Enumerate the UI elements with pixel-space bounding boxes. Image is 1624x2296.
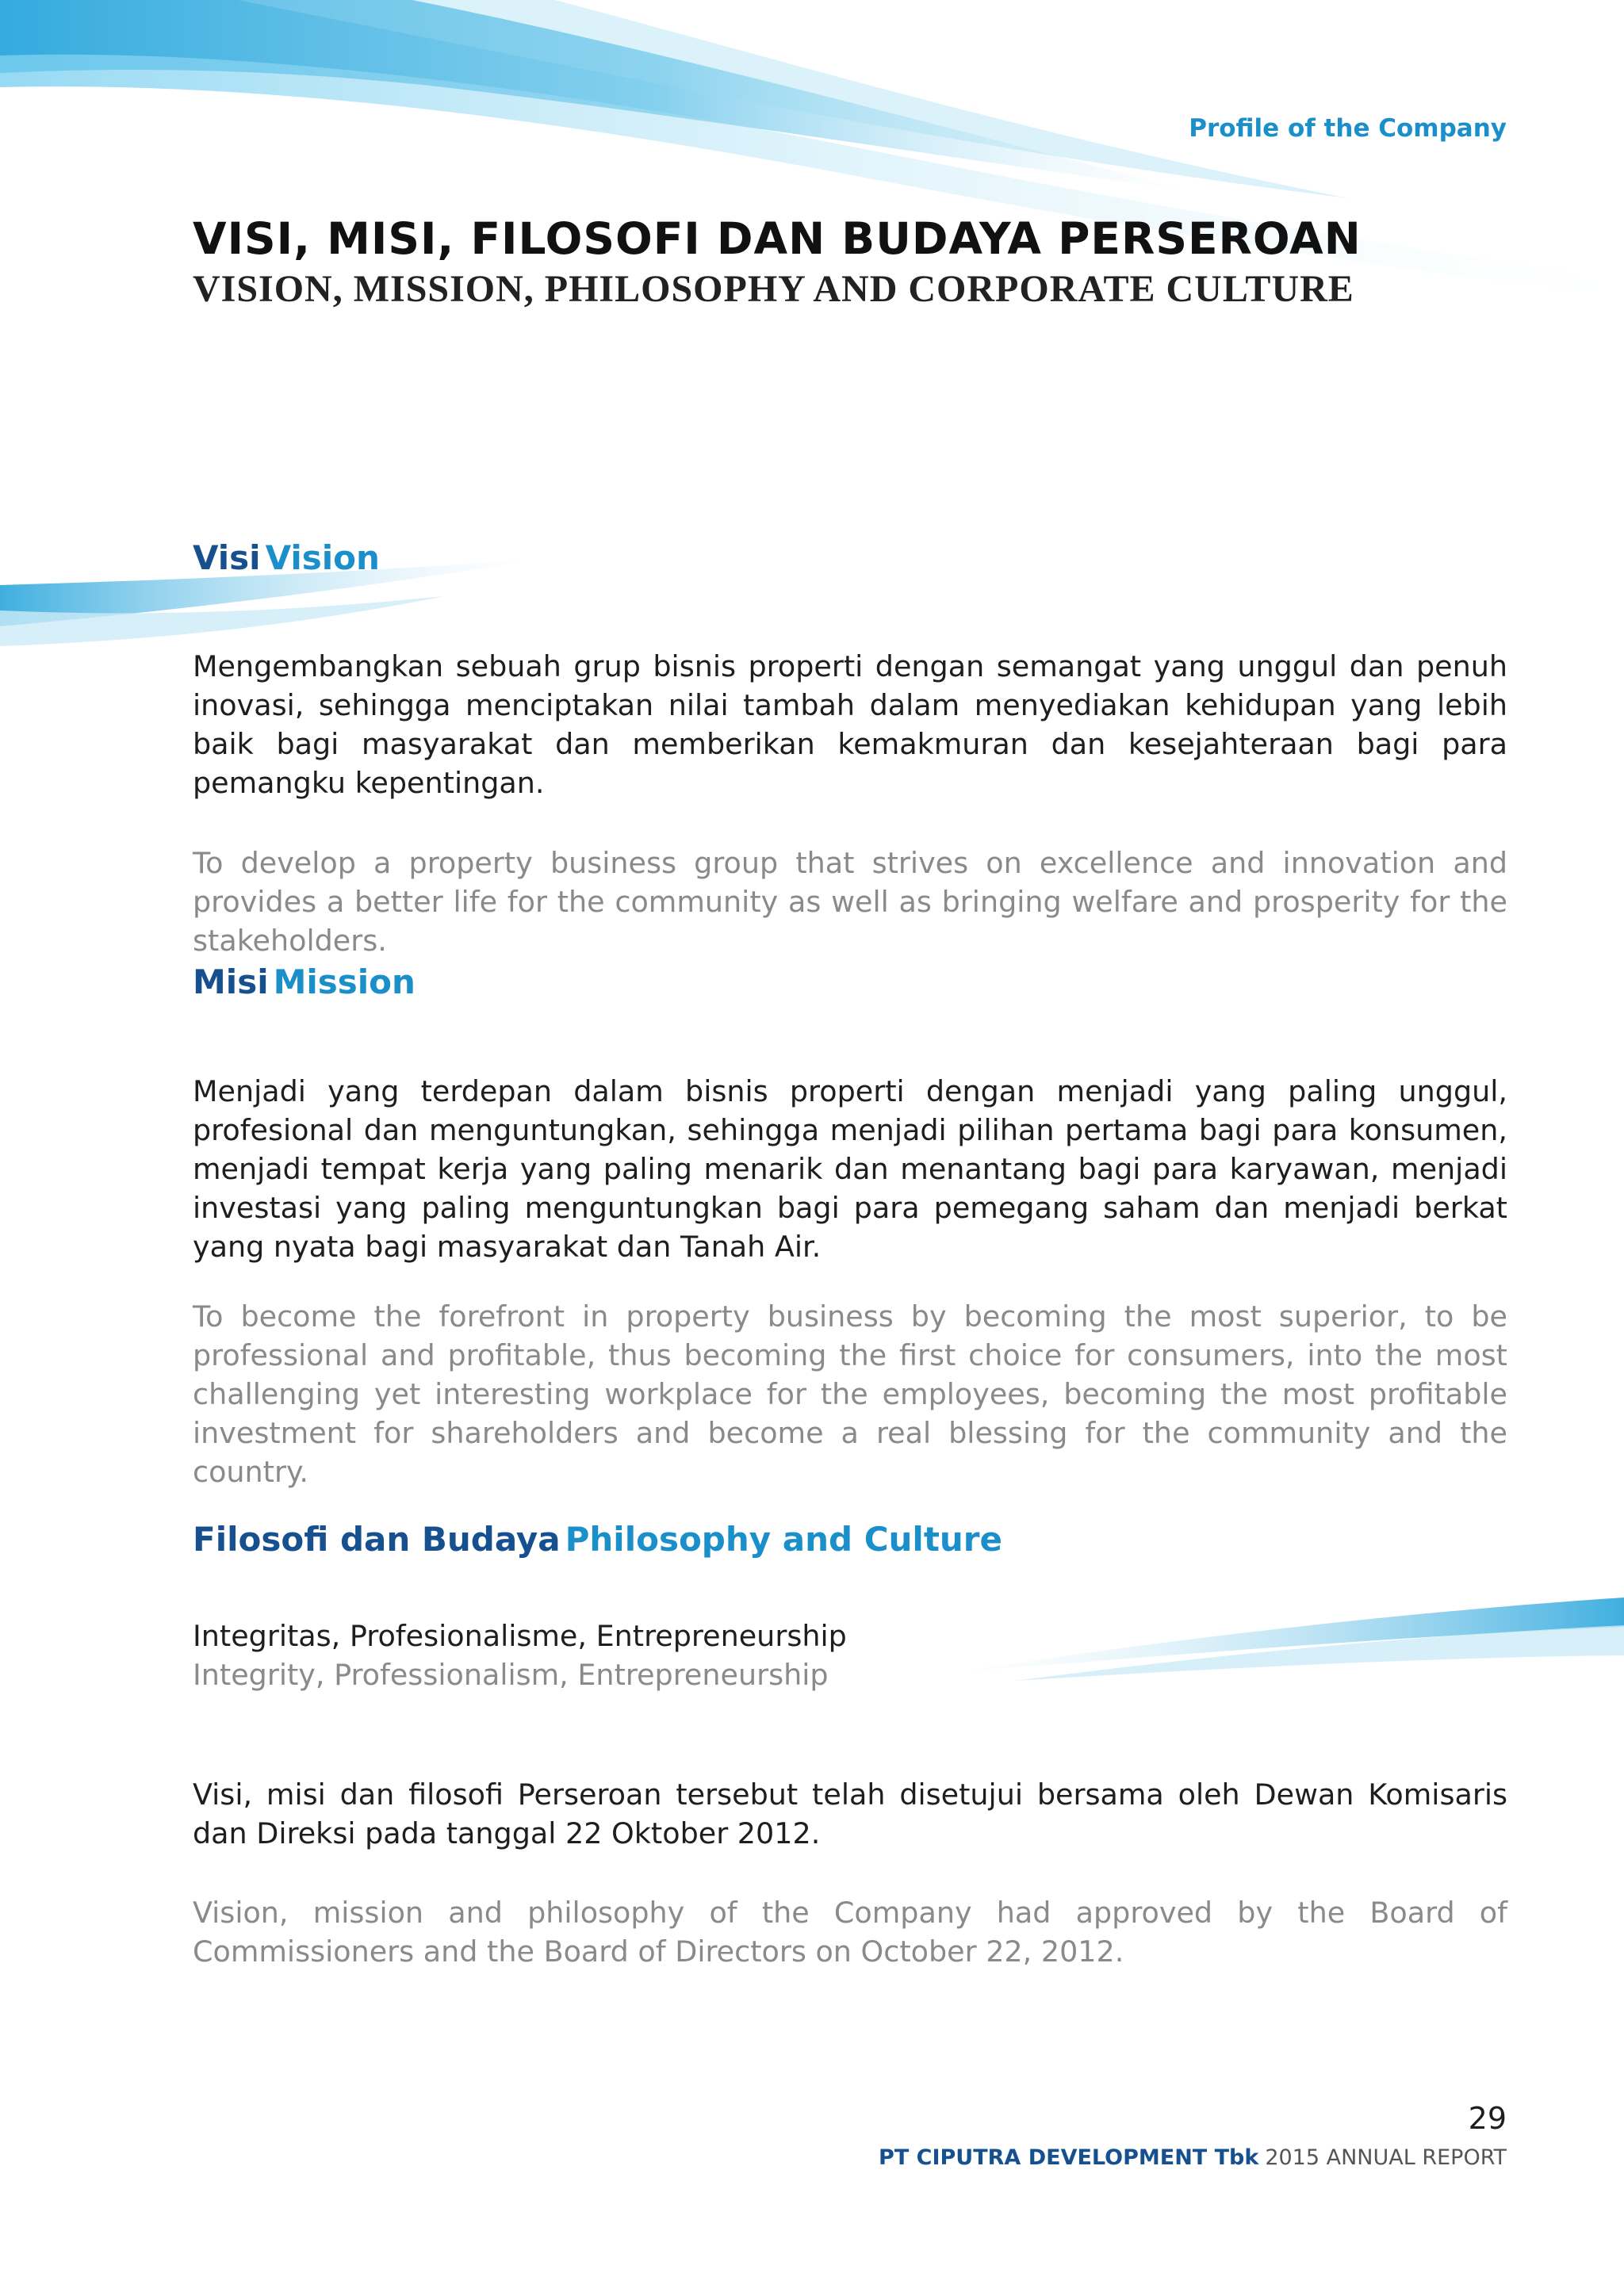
vision-text-id: Mengembangkan sebuah grup bisnis properti dengan semangat yang unggul dan penuh inovasi, sehingga menciptakan nilai tambah dalam menyediakan kehidupan yang lebih baik bagi masyarakat dan memberikan kemakmuran dan kesejahteraan bagi para pemangku kepentingan. [193, 649, 1507, 800]
vision-heading [193, 536, 380, 580]
vision-heading-id: Visi [193, 538, 261, 577]
page-title-block [193, 212, 1461, 311]
page-title: VISI, MISI, FILOSOFI DAN BUDAYA PERSEROAN [193, 213, 1362, 264]
philosophy-values-id: Integritas, Profesionalisme, Entrepreneurship [193, 1619, 847, 1653]
vision-text-en: To develop a property business group that strives on excellence and innovation and provides a better life for the community as well as bringing welfare and prosperity for the stakeholders. [193, 846, 1507, 958]
page-number: 29 [1468, 2101, 1507, 2136]
mission-text-en: To become the forefront in property business by becoming the most superior, to be professional and profitable, thus becoming the first choice for consumers, into the most challenging yet interesting workplace for the employees, becoming the most profitable investment for shareholders and become a real blessing for the community and the country. [193, 1299, 1507, 1489]
mission-heading-en: Mission [273, 962, 416, 1001]
footer-company: PT CIPUTRA DEVELOPMENT Tbk [879, 2145, 1259, 2170]
footer [879, 2145, 1507, 2170]
philosophy-values-en: Integrity, Professionalism, Entrepreneurship [193, 1658, 829, 1692]
footer-report: 2015 ANNUAL REPORT [1265, 2145, 1507, 2170]
page-subtitle: VISION, MISSION, PHILOSOPHY AND CORPORATE CULTURE [193, 268, 1354, 310]
philosophy-heading-id: Filosofi dan Budaya [193, 1520, 561, 1559]
section-tag: Profile of the Company [1189, 114, 1507, 143]
philosophy-heading [193, 1517, 1002, 1562]
philosophy-heading-en: Philosophy and Culture [565, 1520, 1002, 1559]
mission-heading [193, 960, 416, 1004]
mission-text-id: Menjadi yang terdepan dalam bisnis properti dengan menjadi yang paling unggul, profesional dan menguntungkan, sehingga menjadi pilihan pertama bagi para konsumen, menjadi tempat kerja yang paling menarik dan menantang bagi para karyawan, menjadi investasi yang paling menguntungkan bagi para pemegang saham dan menjadi berkat yang nyata bagi masyarakat dan Tanah Air. [193, 1074, 1507, 1264]
approval-text-id: Visi, misi dan filosofi Perseroan tersebut telah disetujui bersama oleh Dewan Komisaris dan Direksi pada tanggal 22 Oktober 2012. [193, 1777, 1507, 1850]
approval-text-en: Vision, mission and philosophy of the Company had approved by the Board of Commissioners and the Board of Directors on October 22, 2012. [193, 1896, 1507, 1969]
mission-heading-id: Misi [193, 962, 269, 1001]
vision-heading-en: Vision [265, 538, 380, 577]
